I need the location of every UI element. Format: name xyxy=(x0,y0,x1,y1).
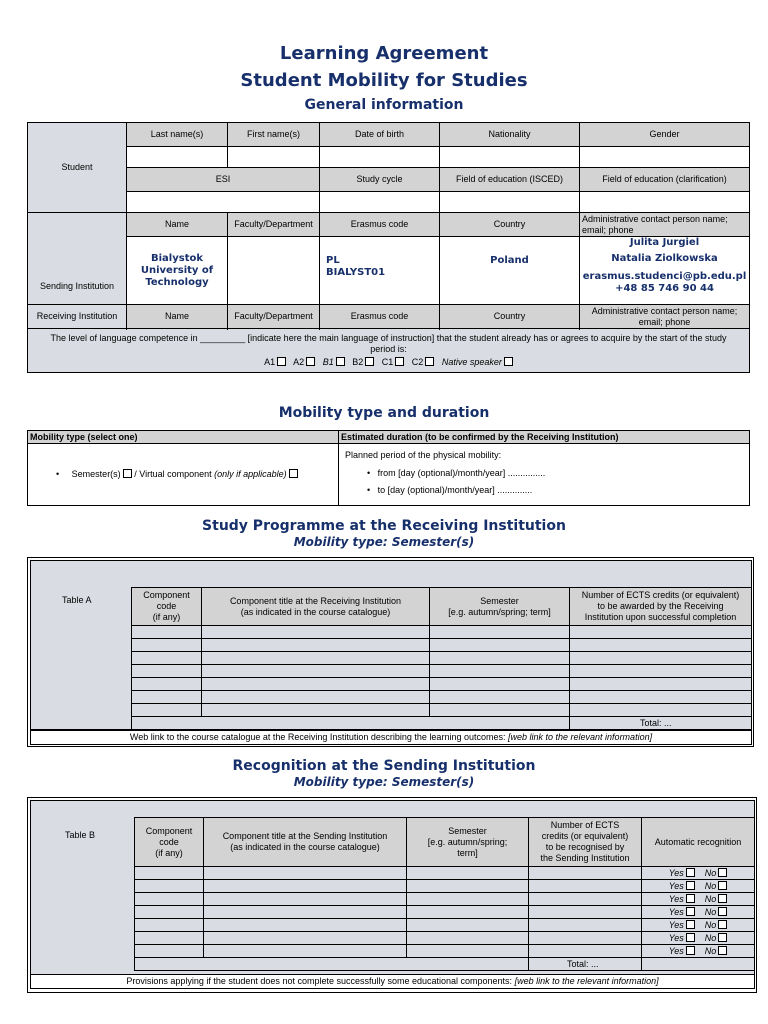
col-date-of-birth: Date of birth xyxy=(320,123,440,147)
title-student-mobility: Student Mobility for Studies xyxy=(240,70,528,91)
field-isced-field[interactable] xyxy=(440,192,580,213)
table-a-footer: Web link to the course catalogue at the Receiving Institution describing the learning outcomes: [web link to the relevant information] xyxy=(30,730,752,745)
student-label: Student xyxy=(28,123,127,213)
yes-checkbox[interactable] xyxy=(686,933,695,942)
table-row[interactable] xyxy=(132,652,752,665)
mobility-type-options: • Semester(s) / Virtual component (only if applicable) xyxy=(28,444,339,506)
title-learning-agreement: Learning Agreement xyxy=(279,43,489,64)
sending-name-value: Bialystok University of Technology xyxy=(127,237,228,305)
col-receiving-contact: Administrative contact person name; email; phone xyxy=(580,305,750,329)
col-receiving-country: Country xyxy=(440,305,580,329)
esi-field[interactable] xyxy=(127,192,320,213)
col-first-name: First name(s) xyxy=(228,123,320,147)
c2-checkbox[interactable] xyxy=(425,357,434,366)
table-a-total-spacer xyxy=(132,717,570,730)
automatic-recognition-choice: Yes No xyxy=(642,893,755,906)
automatic-recognition-choice: Yes No xyxy=(642,867,755,880)
col-esi: ESI xyxy=(127,168,320,192)
sending-erasmus-code-value: PL BIALYST01 xyxy=(320,237,440,305)
virtual-component-checkbox[interactable] xyxy=(289,469,298,478)
col-receiving-name: Name xyxy=(127,305,228,329)
sending-institution-label: Sending Institution xyxy=(28,213,127,305)
field-clarification-field[interactable] xyxy=(580,192,750,213)
yes-checkbox[interactable] xyxy=(686,894,695,903)
col-receiving-faculty: Faculty/Department xyxy=(228,305,320,329)
table-b-mobility-subtitle: Mobility type: Semester(s) xyxy=(293,775,475,789)
table-b-col-semester: Semester [e.g. autumn/spring; term] xyxy=(407,818,529,867)
a2-checkbox[interactable] xyxy=(306,357,315,366)
general-info-table xyxy=(27,122,750,373)
nationality-field[interactable] xyxy=(440,147,580,168)
yes-checkbox[interactable] xyxy=(686,907,695,916)
planned-period: Planned period of the physical mobility: • from [day (optional)/month/year] ............... • to [day (optional)/month/year] .............. xyxy=(339,444,750,506)
language-competence: The level of language competence in _________ [indicate here the main language of instruction] that the student already has or agrees to acquire by the start of the study period is: A1 A2 B1 B2 C1 C2 Native speaker xyxy=(28,329,750,373)
date-of-birth-field[interactable] xyxy=(320,147,440,168)
table-row[interactable] xyxy=(132,639,752,652)
sending-country-value: Poland xyxy=(440,237,580,305)
native-speaker-checkbox[interactable] xyxy=(504,357,513,366)
table-a xyxy=(131,587,752,730)
course-catalogue-link[interactable]: [web link to the relevant information] xyxy=(508,732,653,742)
automatic-recognition-choice: Yes No xyxy=(642,919,755,932)
col-sending-erasmus: Erasmus code xyxy=(320,213,440,237)
table-row[interactable] xyxy=(132,626,752,639)
table-a-total: Total: ... xyxy=(570,717,752,730)
table-b-col-ects: Number of ECTS credits (or equivalent) to be recognised by the Sending Institution xyxy=(529,818,642,867)
b1-checkbox[interactable] xyxy=(336,357,345,366)
table-row[interactable] xyxy=(135,945,755,958)
col-study-cycle: Study cycle xyxy=(320,168,440,192)
table-row[interactable] xyxy=(135,932,755,945)
col-gender: Gender xyxy=(580,123,750,147)
no-checkbox[interactable] xyxy=(718,907,727,916)
table-b-col-automatic: Automatic recognition xyxy=(642,818,755,867)
col-sending-name: Name xyxy=(127,213,228,237)
table-a-col-code: Component code (if any) xyxy=(132,588,202,626)
col-estimated-duration: Estimated duration (to be confirmed by the Receiving Institution) xyxy=(339,431,750,444)
yes-checkbox[interactable] xyxy=(686,868,695,877)
yes-checkbox[interactable] xyxy=(686,881,695,890)
table-row[interactable] xyxy=(135,906,755,919)
last-name-field[interactable] xyxy=(127,147,228,168)
semester-checkbox[interactable] xyxy=(123,469,132,478)
automatic-recognition-choice: Yes No xyxy=(642,906,755,919)
col-field-isced: Field of education (ISCED) xyxy=(440,168,580,192)
table-a-col-semester: Semester [e.g. autumn/spring; term] xyxy=(430,588,570,626)
table-row[interactable] xyxy=(132,665,752,678)
col-field-clarification: Field of education (clarification) xyxy=(580,168,750,192)
sending-contact-value: Julita Jurgiel Natalia Ziolkowska erasmus.studenci@pb.edu.pl +48 85 746 90 44 xyxy=(580,237,750,305)
automatic-recognition-choice: Yes No xyxy=(642,932,755,945)
section-recognition: Recognition at the Sending Institution xyxy=(232,758,536,774)
yes-checkbox[interactable] xyxy=(686,920,695,929)
section-study-programme: Study Programme at the Receiving Institution xyxy=(202,518,566,534)
first-name-field[interactable] xyxy=(228,147,320,168)
table-a-col-ects: Number of ECTS credits (or equivalent) to be awarded by the Receiving Institution upon successful completion xyxy=(570,588,752,626)
col-sending-faculty: Faculty/Department xyxy=(228,213,320,237)
table-b-total-spacer xyxy=(135,958,529,971)
no-checkbox[interactable] xyxy=(718,868,727,877)
table-row[interactable] xyxy=(135,919,755,932)
table-row[interactable] xyxy=(135,893,755,906)
no-checkbox[interactable] xyxy=(718,881,727,890)
table-b-footer: Provisions applying if the student does not complete successfully some educational components: [web link to the relevant information] xyxy=(30,974,755,989)
table-b-label: Table B xyxy=(65,830,96,840)
mobility-table xyxy=(27,430,750,506)
col-mobility-type: Mobility type (select one) xyxy=(28,431,339,444)
table-row[interactable] xyxy=(132,704,752,717)
a1-checkbox[interactable] xyxy=(277,357,286,366)
table-row[interactable] xyxy=(135,867,755,880)
col-nationality: Nationality xyxy=(440,123,580,147)
table-row[interactable] xyxy=(132,691,752,704)
col-last-name: Last name(s) xyxy=(127,123,228,147)
table-row[interactable] xyxy=(132,678,752,691)
col-receiving-erasmus: Erasmus code xyxy=(320,305,440,329)
sending-faculty-field[interactable] xyxy=(228,237,320,305)
b2-checkbox[interactable] xyxy=(365,357,374,366)
table-a-col-title: Component title at the Receiving Institution (as indicated in the course catalogue) xyxy=(202,588,430,626)
section-mobility-type: Mobility type and duration xyxy=(278,405,490,421)
table-b-col-code: Component code (if any) xyxy=(135,818,204,867)
section-general-information: General information xyxy=(304,97,464,113)
table-b-total-empty xyxy=(642,958,755,971)
automatic-recognition-choice: Yes No xyxy=(642,880,755,893)
table-b-col-title: Component title at the Sending Institution (as indicated in the course catalogue) xyxy=(204,818,407,867)
c1-checkbox[interactable] xyxy=(395,357,404,366)
no-checkbox[interactable] xyxy=(718,946,727,955)
receiving-institution-label: Receiving Institution xyxy=(28,305,127,329)
gender-field[interactable] xyxy=(580,147,750,168)
table-b-total: Total: ... xyxy=(529,958,642,971)
table-a-mobility-subtitle: Mobility type: Semester(s) xyxy=(293,535,475,549)
table-b xyxy=(134,817,755,971)
table-a-label: Table A xyxy=(62,595,92,605)
table-row[interactable] xyxy=(135,880,755,893)
col-sending-contact: Administrative contact person name; email; phone xyxy=(580,213,750,237)
study-cycle-field[interactable] xyxy=(320,192,440,213)
language-levels: A1 A2 B1 B2 C1 C2 Native speaker xyxy=(38,357,739,368)
col-sending-country: Country xyxy=(440,213,580,237)
no-checkbox[interactable] xyxy=(718,933,727,942)
no-checkbox[interactable] xyxy=(718,894,727,903)
provisions-link[interactable]: [web link to the relevant information] xyxy=(514,976,659,986)
automatic-recognition-choice: Yes No xyxy=(642,945,755,958)
no-checkbox[interactable] xyxy=(718,920,727,929)
yes-checkbox[interactable] xyxy=(686,946,695,955)
